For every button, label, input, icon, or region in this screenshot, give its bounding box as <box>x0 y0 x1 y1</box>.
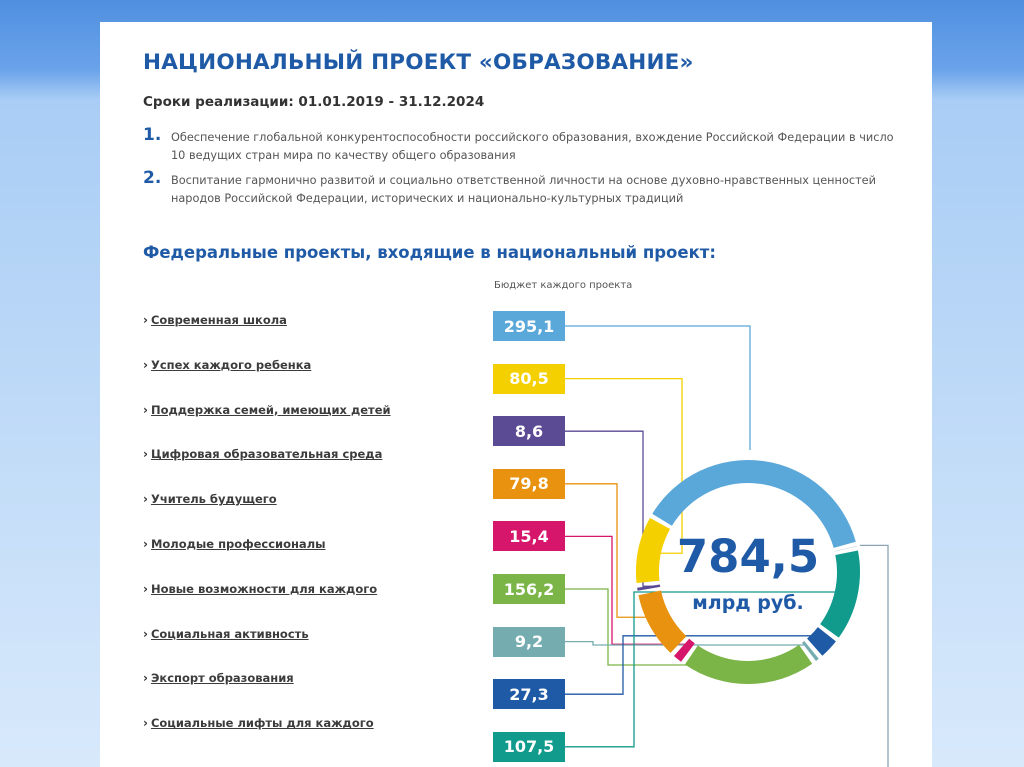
project-link[interactable]: Учитель будущего <box>150 492 277 507</box>
section-subtitle: Федеральные проекты, входящие в национальный проект: <box>143 243 716 262</box>
donut-chart <box>100 22 932 767</box>
donut-segment <box>835 546 857 552</box>
project-link[interactable]: Экспорт образования <box>150 671 294 686</box>
budget-value: 27,3 <box>493 679 565 709</box>
chevron-right-icon: › <box>143 716 148 731</box>
project-link[interactable]: Поддержка семей, имеющих детей <box>150 402 391 417</box>
donut-segment <box>638 591 686 653</box>
donut-segment <box>685 645 812 684</box>
slide <box>100 22 932 767</box>
budget-value: 107,5 <box>493 732 565 762</box>
page-title: НАЦИОНАЛЬНЫЙ ПРОЕКТ «ОБРАЗОВАНИЕ» <box>143 50 694 75</box>
project-link[interactable]: Социальная активность <box>150 626 309 641</box>
donut-segment <box>820 551 860 638</box>
chevron-right-icon: › <box>143 492 148 507</box>
project-link[interactable]: Социальные лифты для каждого <box>150 716 374 731</box>
goal-number: 2. <box>143 168 162 188</box>
chevron-right-icon: › <box>143 447 148 462</box>
chevron-right-icon: › <box>143 581 148 596</box>
total-value: 784,5 <box>676 530 820 583</box>
implementation-dates: Сроки реализации: 01.01.2019 - 31.12.2024 <box>143 94 485 110</box>
chevron-right-icon: › <box>143 313 148 327</box>
project-link[interactable]: Молодые профессионалы <box>150 537 326 551</box>
budget-value: 8,6 <box>493 416 565 446</box>
project-link[interactable]: Новые возможности для каждого <box>150 581 378 596</box>
connector-line <box>860 545 888 767</box>
chevron-right-icon: › <box>143 537 148 551</box>
budget-caption: Бюджет каждого проекта <box>494 280 633 291</box>
chevron-right-icon: › <box>143 402 148 417</box>
total-unit: млрд руб. <box>692 592 804 614</box>
project-link[interactable]: Успех каждого ребенка <box>150 357 312 372</box>
donut-segment <box>636 518 670 583</box>
chevron-right-icon: › <box>143 626 148 641</box>
chevron-right-icon: › <box>143 671 148 686</box>
budget-value: 9,2 <box>493 627 565 657</box>
project-link[interactable]: Современная школа <box>150 313 287 327</box>
project-link[interactable]: Цифровая образовательная среда <box>150 447 383 462</box>
budget-value: 295,1 <box>493 311 565 341</box>
chevron-right-icon: › <box>143 357 148 372</box>
budget-value: 79,8 <box>493 469 565 499</box>
donut-segment <box>637 584 660 590</box>
budget-value: 80,5 <box>493 364 565 394</box>
goal-text: Обеспечение глобальной конкурентоспособности российского образования, вхождение Российской Федерации в число 10 ведущих стран мира по качеству общего образования <box>171 131 894 162</box>
goal-number: 1. <box>143 125 162 145</box>
goal-text: Воспитание гармонично развитой и социально ответственной личности на основе духовно-нравственных ценностей народов Российской Федерации, исторических и национально-культурных традиций <box>171 174 876 205</box>
budget-value: 156,2 <box>493 574 565 604</box>
budget-value: 15,4 <box>493 521 565 551</box>
